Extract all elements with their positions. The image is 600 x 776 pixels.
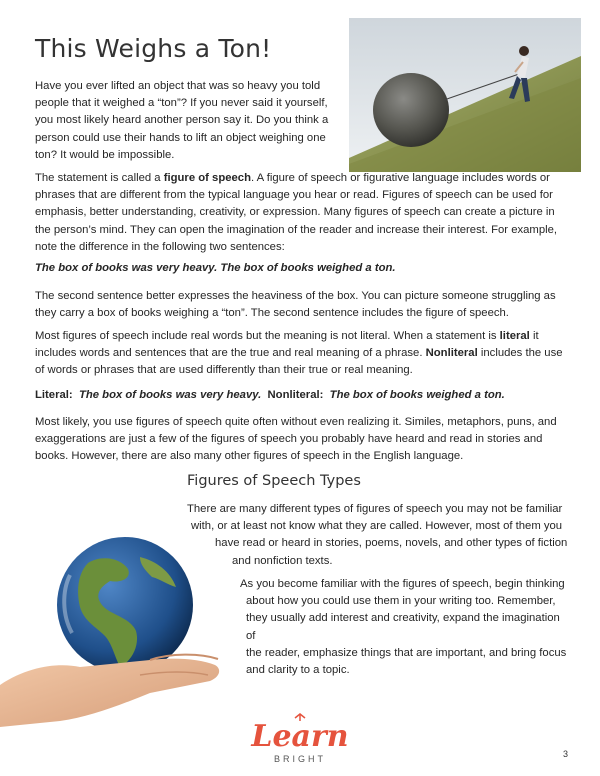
para2-text-before: The statement is called a xyxy=(35,172,164,184)
para4-text-before: Most figures of speech include real words but the meaning is not literal. When a statement is xyxy=(35,330,500,342)
page-number: 3 xyxy=(563,749,569,759)
types2-line-2: about how you could use them in your writing too. Remember, xyxy=(246,595,556,608)
literal-paragraph xyxy=(35,328,566,380)
heaviness-paragraph: The second sentence better expresses the heaviness of the box. You can picture someone struggling as they carry a box of books weighing a “ton”. The second sentence includes the figure of speech. xyxy=(35,290,556,320)
svg-text:Learn: Learn xyxy=(251,719,349,754)
svg-text:BRIGHT: BRIGHT xyxy=(273,754,327,764)
literal-nonliteral-examples xyxy=(35,387,566,404)
term-nonliteral: Nonliteral xyxy=(425,347,478,360)
figure-of-speech-paragraph xyxy=(35,170,566,256)
literal-label: Literal: xyxy=(35,389,73,401)
para2-text-after: . A figure of speech or figurative language includes words or phrases that are different from the typical language you hear or read. Figures of speech can be used for emphasis, better understanding, creativity, or expression. Many figures of speech can create a picture in the person’s mind. They can open the imagination of the reader and increase their interest. For example, note the difference in the following two sentences: xyxy=(35,172,558,253)
nonliteral-example: The box of books weighed a ton. xyxy=(329,389,505,401)
learn-bright-logo xyxy=(240,712,360,767)
types2-line-3: they usually add interest and creativity, expand the imagination of xyxy=(246,612,560,642)
intro-paragraph: Have you ever lifted an object that was so heavy you told people that it weighed a “ton”? If you never said it yourself, you most likely heard another person say it. Do you think a person could use their hands to lift an object weighing one ton? It would be impossible. xyxy=(35,80,329,161)
types1-line-1: There are many different types of figures of speech you may not be familiar xyxy=(187,503,563,515)
literal-example: The box of books was very heavy. xyxy=(78,389,262,401)
boulder-photo xyxy=(349,18,581,172)
globe-in-hand-image xyxy=(0,535,250,735)
types1-line-3: have read or heard in stories, poems, novels, and other types of fiction xyxy=(215,537,568,550)
types2-line-1: As you become familiar with the figures of speech, begin thinking xyxy=(240,578,565,590)
types2-line-4: the reader, emphasize things that are important, and bring focus xyxy=(246,646,567,659)
term-literal: literal xyxy=(499,330,530,342)
section-heading: Figures of Speech Types xyxy=(187,473,361,489)
common-usage-paragraph: Most likely, you use figures of speech quite often without even realizing it. Similes, metaphors, puns, and exaggerations are just a few of the figures of speech you probably have heard and read in stories and books. However, there are also many other figures of speech in the English language. xyxy=(35,416,557,463)
types1-line-2: with, or at least not know what they are called. However, most of them you xyxy=(191,520,563,533)
example-sentences: The box of books was very heavy. The box of books weighed a ton. xyxy=(35,262,396,274)
types1-line-4: and nonfiction texts. xyxy=(232,554,333,567)
para4-text-middle: it includes words and sentences that are the true and real meaning of a phrase. xyxy=(35,330,539,360)
nonliteral-label: Nonliteral: xyxy=(267,389,324,401)
term-figure-of-speech: figure of speech xyxy=(163,172,251,184)
para4-text-after: includes the use of words or phrases that are used differently than their true or real meaning. xyxy=(35,347,563,377)
types2-line-5: and clarity to a topic. xyxy=(246,664,350,677)
page-title: This Weighs a Ton! xyxy=(35,34,272,63)
types-paragraph-2 xyxy=(240,576,570,679)
